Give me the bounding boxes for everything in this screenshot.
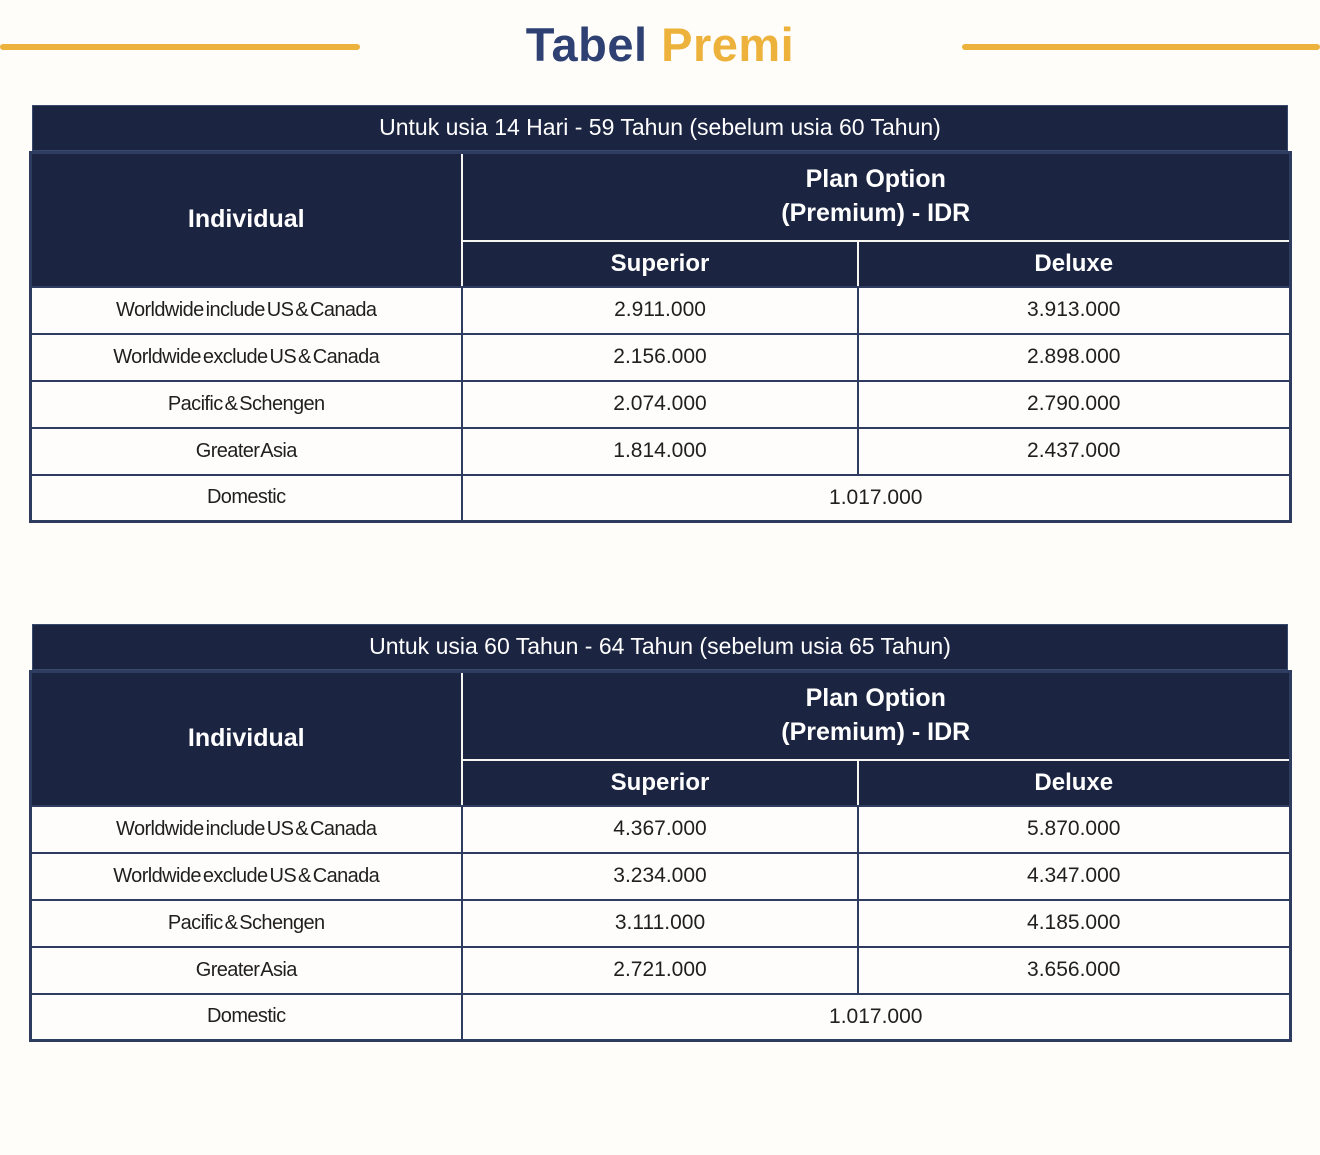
page-title-part-1: Tabel <box>525 18 648 71</box>
region-label: Greater Asia <box>30 428 462 475</box>
superior-header: Superior <box>462 760 858 806</box>
deluxe-value: 5.870.000 <box>858 806 1290 853</box>
table-header-row <box>30 672 1290 760</box>
region-label: Domestic <box>30 475 462 522</box>
plan-option-header-line1: Plan Option <box>805 684 946 712</box>
plan-option-header <box>462 153 1290 241</box>
deluxe-value: 2.898.000 <box>858 334 1290 381</box>
plan-option-header <box>462 672 1290 760</box>
age-group-banner-1: Untuk usia 14 Hari - 59 Tahun (sebelum usia 60 Tahun) <box>32 105 1288 151</box>
deluxe-value: 4.347.000 <box>858 853 1290 900</box>
superior-value: 1.814.000 <box>462 428 858 475</box>
table-row <box>30 334 1290 381</box>
deluxe-value: 3.913.000 <box>858 287 1290 334</box>
region-label: Greater Asia <box>30 947 462 994</box>
deluxe-value: 4.185.000 <box>858 900 1290 947</box>
table-row <box>30 947 1290 994</box>
table-row <box>30 806 1290 853</box>
superior-value: 2.074.000 <box>462 381 858 428</box>
table-header-row <box>30 153 1290 241</box>
page-title-part-2: Premi <box>661 18 795 71</box>
table-row <box>30 428 1290 475</box>
page-title <box>0 0 1320 72</box>
individual-header: Individual <box>30 672 462 806</box>
plan-option-header-line1: Plan Option <box>805 165 946 193</box>
merged-value: 1.017.000 <box>462 994 1290 1041</box>
deluxe-value: 2.437.000 <box>858 428 1290 475</box>
table-row <box>30 853 1290 900</box>
gold-divider-right <box>962 44 1320 50</box>
title-block <box>0 0 1320 102</box>
premium-table-1 <box>29 151 1292 523</box>
deluxe-header: Deluxe <box>858 760 1290 806</box>
deluxe-value: 3.656.000 <box>858 947 1290 994</box>
superior-value: 2.156.000 <box>462 334 858 381</box>
superior-header: Superior <box>462 241 858 287</box>
region-label: Worldwide exclude US & Canada <box>30 853 462 900</box>
table-row <box>30 900 1290 947</box>
table-row-merged <box>30 994 1290 1041</box>
merged-value: 1.017.000 <box>462 475 1290 522</box>
age-group-banner-2: Untuk usia 60 Tahun - 64 Tahun (sebelum usia 65 Tahun) <box>32 624 1288 670</box>
region-label: Pacific & Schengen <box>30 900 462 947</box>
gold-divider-left <box>0 44 360 50</box>
deluxe-header: Deluxe <box>858 241 1290 287</box>
region-label: Worldwide exclude US & Canada <box>30 334 462 381</box>
superior-value: 2.721.000 <box>462 947 858 994</box>
region-label: Worldwide include US & Canada <box>30 287 462 334</box>
table-row <box>30 287 1290 334</box>
region-label: Pacific & Schengen <box>30 381 462 428</box>
individual-header: Individual <box>30 153 462 287</box>
plan-option-header-line2: (Premium) - IDR <box>781 198 971 227</box>
superior-value: 3.234.000 <box>462 853 858 900</box>
premium-table-2 <box>29 670 1292 1042</box>
superior-value: 3.111.000 <box>462 900 858 947</box>
deluxe-value: 2.790.000 <box>858 381 1290 428</box>
region-label: Worldwide include US & Canada <box>30 806 462 853</box>
plan-option-header-line2: (Premium) - IDR <box>781 717 971 746</box>
table-row <box>30 381 1290 428</box>
table-row-merged <box>30 475 1290 522</box>
region-label: Domestic <box>30 994 462 1041</box>
superior-value: 4.367.000 <box>462 806 858 853</box>
superior-value: 2.911.000 <box>462 287 858 334</box>
